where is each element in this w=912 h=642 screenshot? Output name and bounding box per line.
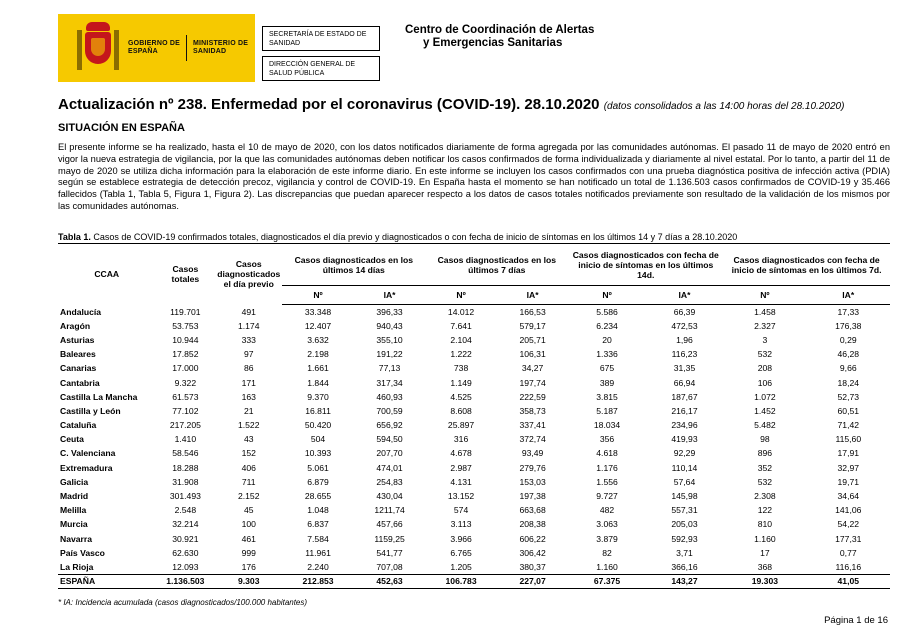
value-cell: 452,63	[354, 574, 426, 588]
value-cell: 3.879	[596, 533, 618, 544]
ccaa-name-cell: ESPAÑA	[58, 574, 155, 588]
value-cell: 106.783	[425, 574, 497, 588]
footnote: * IA: Incidencia acumulada (casos diagnosticados/100.000 habitantes)	[58, 598, 308, 607]
ccaes-line-2: y Emergencias Sanitarias	[423, 37, 563, 49]
value-cell: 17	[760, 547, 770, 558]
value-cell: 1.222	[450, 349, 472, 360]
page-number: Página 1 de 16	[824, 615, 888, 626]
table-row	[58, 432, 890, 446]
value-cell: 97	[243, 349, 254, 360]
table-caption-label: Tabla 1.	[58, 232, 91, 242]
table-row	[58, 319, 890, 333]
value-cell: 60,51	[837, 405, 860, 416]
value-cell: 380,37	[519, 561, 546, 572]
value-cell: 1.661	[307, 363, 329, 374]
value-cell: 208	[757, 363, 773, 374]
header-n: Nº	[425, 286, 497, 305]
value-cell: 474,01	[376, 462, 403, 473]
value-cell: 460,93	[376, 391, 403, 402]
logo-divider	[186, 35, 187, 61]
value-cell: 896	[757, 448, 773, 459]
value-cell: 337,41	[519, 420, 546, 431]
ccaa-name-cell: Navarra	[60, 533, 93, 544]
value-cell: 254,83	[376, 476, 403, 487]
value-cell: 45	[243, 505, 254, 516]
value-cell: 208,38	[519, 519, 546, 530]
value-cell: 457,66	[376, 519, 403, 530]
ccaa-name-cell: Asturias	[60, 334, 95, 345]
gobierno-label: GOBIERNO DE ESPAÑA	[128, 40, 180, 55]
value-cell: 145,98	[671, 491, 698, 502]
value-cell: 5.482	[754, 420, 776, 431]
value-cell: 700,59	[376, 405, 403, 416]
value-cell: 6.837	[307, 519, 329, 530]
value-cell: 28.655	[304, 491, 332, 502]
value-cell: 18,24	[837, 377, 860, 388]
value-cell: 675	[599, 363, 615, 374]
value-cell: 2.198	[307, 349, 329, 360]
value-cell: 43	[243, 434, 254, 445]
value-cell: 557,31	[671, 505, 698, 516]
value-cell: 3	[762, 334, 768, 345]
value-cell: 66,94	[673, 377, 696, 388]
value-cell: 1.458	[754, 306, 776, 317]
value-cell: 115,60	[835, 434, 862, 445]
value-cell: 86	[243, 363, 254, 374]
value-cell: 3.113	[450, 519, 472, 530]
value-cell: 574	[453, 505, 469, 516]
value-cell: 77.102	[172, 405, 199, 416]
ccaa-name-cell: Melilla	[60, 505, 87, 516]
value-cell: 176,38	[835, 320, 862, 331]
value-cell: 171	[241, 377, 256, 388]
ccaa-name-cell: C. Valenciana	[60, 448, 116, 459]
header-n: Nº	[568, 286, 645, 305]
page-title	[58, 96, 844, 113]
table-row	[58, 333, 890, 347]
header-n: Nº	[282, 286, 354, 305]
value-cell: 707,08	[376, 561, 403, 572]
value-cell: 999	[241, 547, 256, 558]
value-cell: 9.303	[215, 574, 282, 588]
value-cell: 2.240	[307, 561, 329, 572]
value-cell: 358,73	[519, 405, 546, 416]
value-cell: 940,43	[376, 320, 403, 331]
value-cell: 656,92	[376, 420, 403, 431]
table-caption	[58, 232, 737, 242]
value-cell: 61.573	[172, 391, 199, 402]
value-cell: 1.160	[596, 561, 618, 572]
ccaa-name-cell: País Vasco	[60, 547, 105, 558]
value-cell: 92,29	[673, 448, 696, 459]
header-group-sintomas-14d: Casos diagnosticados con fecha de inicio de síntomas en los últimos 14d.	[568, 244, 723, 286]
header-ia: IA*	[354, 286, 426, 305]
value-cell: 205,71	[519, 334, 546, 345]
header-ia: IA*	[807, 286, 890, 305]
value-cell: 406	[241, 462, 256, 473]
value-cell: 33.348	[304, 306, 332, 317]
table-body	[58, 305, 890, 589]
value-cell: 166,53	[519, 306, 546, 317]
value-cell: 13.152	[447, 491, 475, 502]
table-row	[58, 503, 890, 517]
header-ia: IA*	[646, 286, 723, 305]
ccaa-name-cell: Baleares	[60, 349, 96, 360]
value-cell: 197,38	[519, 491, 546, 502]
value-cell: 9.370	[307, 391, 329, 402]
value-cell: 217.205	[169, 420, 201, 431]
table-caption-text: Casos de COVID-19 confirmados totales, diagnosticados el día previo y diagnosticados o con fecha de inicio de síntomas en los últimos 14 y 7 días a 28.10.2020	[90, 232, 738, 242]
value-cell: 4.618	[596, 448, 618, 459]
value-cell: 10.393	[304, 448, 332, 459]
header-group-14d: Casos diagnosticados en los últimos 14 días	[282, 244, 425, 286]
value-cell: 711	[241, 476, 256, 487]
value-cell: 1.072	[754, 391, 776, 402]
table-row	[58, 404, 890, 418]
value-cell: 58.546	[172, 448, 199, 459]
value-cell: 19,71	[837, 476, 860, 487]
table-row	[58, 475, 890, 489]
value-cell: 1.174	[237, 320, 260, 331]
value-cell: 12.093	[172, 561, 199, 572]
value-cell: 52,73	[837, 391, 860, 402]
table-row	[58, 446, 890, 460]
value-cell: 352	[757, 462, 773, 473]
value-cell: 41,05	[807, 574, 890, 588]
value-cell: 419,93	[671, 434, 698, 445]
value-cell: 234,96	[671, 420, 698, 431]
value-cell: 19.303	[723, 574, 806, 588]
value-cell: 1.522	[237, 420, 260, 431]
value-cell: 663,68	[519, 505, 546, 516]
value-cell: 1159,25	[374, 533, 405, 544]
header-dia-previo: Casos diagnosticados el día previo	[217, 259, 281, 290]
value-cell: 0,29	[839, 334, 857, 345]
value-cell: 3,71	[676, 547, 693, 558]
value-cell: 163	[241, 391, 256, 402]
value-cell: 18.034	[593, 420, 621, 431]
value-cell: 191,22	[376, 349, 403, 360]
value-cell: 11.961	[305, 547, 331, 558]
header-ia: IA*	[497, 286, 568, 305]
value-cell: 5.061	[307, 462, 329, 473]
value-cell: 77,13	[378, 363, 401, 374]
value-cell: 579,17	[519, 320, 546, 331]
value-cell: 106,31	[519, 349, 546, 360]
value-cell: 50.420	[304, 420, 332, 431]
value-cell: 2.104	[450, 334, 472, 345]
value-cell: 207,70	[376, 448, 403, 459]
ccaa-name-cell: Cantabria	[60, 377, 100, 388]
table-row	[58, 390, 890, 404]
value-cell: 12.407	[304, 320, 332, 331]
ccaa-name-cell: Extremadura	[60, 462, 113, 473]
value-cell: 57,64	[673, 476, 696, 487]
value-cell: 333	[241, 334, 256, 345]
value-cell: 17.852	[172, 349, 199, 360]
direccion-box: DIRECCIÓN GENERAL DE SALUD PÚBLICA	[262, 56, 380, 81]
value-cell: 116,23	[671, 349, 698, 360]
value-cell: 187,67	[671, 391, 698, 402]
value-cell: 71,42	[837, 420, 860, 431]
value-cell: 222,59	[519, 391, 546, 402]
intro-paragraph: El presente informe se ha realizado, hasta el 10 de mayo de 2020, con los datos notificados diariamente de forma agregada por las comunidades autónomas. El pasado 11 de mayo de 2020 entró en vigor la nueva estrategia de vigilancia, por la que las comunidades autónomas deben notificar los casos confirmados de forma individualizada y diariamente al nivel estatal. Por lo tanto, a partir del 11 de mayo de 2020 se utiliza dicha información para la elaboración de este informe diario. En este informe se incluyen los casos confirmados con una prueba diagnóstica positiva de infección activa (PDIA) según se establece estrategia de detección precoz, vigilancia y control de COVID-19. En España hasta el momento se han notificado un total de 1.136.503 casos confirmados de COVID-19 y 35.466 fallecidos (Tabla 1, Tabla 5, Figura 1, Figura 2). Las discrepancias que puedan aparecer respecto a los datos de casos totales notificados previamente son resultado de la validación de los mismos por las comunidades autónomas.	[58, 142, 890, 211]
table-row	[58, 461, 890, 475]
value-cell: 366,16	[671, 561, 698, 572]
header-casos-totales: Casos totales	[171, 264, 200, 285]
cases-table	[58, 243, 890, 589]
value-cell: 67.375	[568, 574, 645, 588]
value-cell: 491	[241, 306, 256, 317]
value-cell: 279,76	[519, 462, 546, 473]
value-cell: 2.327	[754, 320, 776, 331]
value-cell: 4.131	[450, 476, 472, 487]
title-subtitle: (datos consolidados a las 14:00 horas del 28.10.2020)	[603, 101, 845, 112]
value-cell: 1.452	[754, 405, 776, 416]
value-cell: 1.336	[596, 349, 618, 360]
value-cell: 119.701	[170, 306, 201, 317]
ccaa-name-cell: Galicia	[60, 476, 89, 487]
value-cell: 82	[602, 547, 612, 558]
value-cell: 176	[241, 561, 256, 572]
value-cell: 461	[241, 533, 256, 544]
value-cell: 3.815	[596, 391, 618, 402]
value-cell: 227,07	[497, 574, 568, 588]
value-cell: 355,10	[376, 334, 403, 345]
value-cell: 31.908	[172, 476, 199, 487]
coat-of-arms-icon	[76, 22, 120, 74]
section-title: SITUACIÓN EN ESPAÑA	[58, 122, 185, 134]
value-cell: 106	[757, 377, 773, 388]
value-cell: 1.048	[307, 505, 329, 516]
value-cell: 20	[602, 334, 612, 345]
value-cell: 1.149	[450, 377, 472, 388]
table-row	[58, 560, 890, 574]
value-cell: 1.136.503	[155, 574, 215, 588]
value-cell: 17,33	[837, 306, 860, 317]
value-cell: 2.308	[754, 491, 776, 502]
value-cell: 54,22	[837, 519, 860, 530]
value-cell: 6.234	[596, 320, 618, 331]
value-cell: 21	[243, 405, 254, 416]
value-cell: 212.853	[282, 574, 354, 588]
ministerio-label: MINISTERIO DE SANIDAD	[193, 40, 249, 55]
table-row	[58, 347, 890, 361]
value-cell: 34,64	[837, 491, 860, 502]
table-row	[58, 361, 890, 375]
value-cell: 53.753	[172, 320, 199, 331]
value-cell: 430,04	[376, 491, 403, 502]
table-row	[58, 489, 890, 503]
value-cell: 810	[757, 519, 773, 530]
header-ccaa: CCAA	[94, 269, 120, 280]
value-cell: 62.630	[172, 547, 199, 558]
value-cell: 3.966	[450, 533, 472, 544]
value-cell: 14.012	[447, 306, 475, 317]
value-cell: 372,74	[519, 434, 546, 445]
value-cell: 216,17	[671, 405, 698, 416]
value-cell: 6.765	[450, 547, 472, 558]
value-cell: 100	[241, 519, 256, 530]
value-cell: 197,74	[519, 377, 546, 388]
value-cell: 1.844	[307, 377, 329, 388]
ccaa-name-cell: Canarias	[60, 363, 97, 374]
table-row	[58, 418, 890, 432]
table-total-row	[58, 574, 890, 588]
value-cell: 482	[599, 505, 615, 516]
value-cell: 205,03	[671, 519, 698, 530]
value-cell: 66,39	[673, 306, 696, 317]
value-cell: 2.548	[174, 505, 197, 516]
value-cell: 316	[453, 434, 469, 445]
table-row	[58, 305, 890, 319]
value-cell: 31,35	[673, 363, 696, 374]
value-cell: 3.063	[596, 519, 618, 530]
ccaa-name-cell: Aragón	[60, 320, 91, 331]
value-cell: 16.811	[305, 405, 331, 416]
value-cell: 472,53	[671, 320, 698, 331]
table-row	[58, 532, 890, 546]
ccaa-name-cell: Murcia	[60, 519, 88, 530]
table-row	[58, 375, 890, 389]
value-cell: 1.205	[450, 561, 472, 572]
secretaria-box: SECRETARÍA DE ESTADO DE SANIDAD	[262, 26, 380, 51]
value-cell: 1211,74	[374, 505, 405, 516]
value-cell: 2.987	[450, 462, 472, 473]
value-cell: 32,97	[837, 462, 860, 473]
value-cell: 532	[757, 476, 773, 487]
value-cell: 504	[310, 434, 326, 445]
value-cell: 541,77	[376, 547, 403, 558]
ccaa-name-cell: Andalucía	[60, 306, 102, 317]
value-cell: 1.160	[754, 533, 776, 544]
value-cell: 606,22	[519, 533, 546, 544]
ccaes-heading	[405, 24, 594, 50]
value-cell: 116,16	[835, 561, 862, 572]
value-cell: 17,91	[837, 448, 860, 459]
value-cell: 5.187	[596, 405, 618, 416]
value-cell: 177,31	[835, 533, 862, 544]
value-cell: 592,93	[671, 533, 698, 544]
value-cell: 396,33	[376, 306, 403, 317]
value-cell: 4.525	[450, 391, 472, 402]
value-cell: 9.322	[174, 377, 197, 388]
ccaa-name-cell: Castilla y León	[60, 405, 121, 416]
value-cell: 152	[241, 448, 256, 459]
value-cell: 594,50	[376, 434, 403, 445]
table-row	[58, 546, 890, 560]
ccaa-name-cell: Cataluña	[60, 420, 97, 431]
value-cell: 1,96	[676, 334, 693, 345]
value-cell: 9.727	[596, 491, 618, 502]
ccaes-line-1: Centro de Coordinación de Alertas	[405, 24, 595, 36]
value-cell: 4.678	[450, 448, 472, 459]
value-cell: 0,77	[839, 547, 857, 558]
value-cell: 368	[757, 561, 773, 572]
value-cell: 143,27	[646, 574, 723, 588]
value-cell: 6.879	[307, 476, 329, 487]
value-cell: 532	[757, 349, 773, 360]
value-cell: 141,06	[835, 505, 862, 516]
ccaa-name-cell: Ceuta	[60, 434, 84, 445]
ccaa-name-cell: Madrid	[60, 491, 89, 502]
value-cell: 389	[599, 377, 615, 388]
title-main: Actualización nº 238. Enfermedad por el coronavirus (COVID-19). 28.10.2020	[58, 96, 600, 113]
value-cell: 32.214	[172, 519, 199, 530]
gobierno-logo	[58, 14, 255, 82]
value-cell: 356	[599, 434, 615, 445]
value-cell: 93,49	[521, 448, 544, 459]
value-cell: 1.410	[174, 434, 197, 445]
value-cell: 7.641	[450, 320, 472, 331]
value-cell: 153,03	[519, 476, 546, 487]
value-cell: 7.584	[307, 533, 329, 544]
value-cell: 98	[760, 434, 770, 445]
value-cell: 306,42	[519, 547, 546, 558]
value-cell: 122	[757, 505, 773, 516]
value-cell: 5.586	[596, 306, 618, 317]
value-cell: 18.288	[172, 462, 199, 473]
value-cell: 17.000	[172, 363, 199, 374]
value-cell: 301.493	[169, 491, 201, 502]
header-group-sintomas-7d: Casos diagnosticados con fecha de inicio de síntomas en los últimos 7d.	[723, 244, 890, 286]
value-cell: 46,28	[837, 349, 860, 360]
value-cell: 110,14	[671, 462, 698, 473]
value-cell: 317,34	[376, 377, 403, 388]
value-cell: 34,27	[521, 363, 544, 374]
value-cell: 10.944	[172, 334, 199, 345]
value-cell: 9,66	[839, 363, 857, 374]
header-group-7d: Casos diagnosticados en los últimos 7 días	[425, 244, 568, 286]
value-cell: 30.921	[172, 533, 199, 544]
value-cell: 1.556	[596, 476, 618, 487]
value-cell: 2.152	[237, 491, 260, 502]
value-cell: 738	[453, 363, 469, 374]
header-n: Nº	[723, 286, 806, 305]
value-cell: 8.608	[450, 405, 472, 416]
ccaa-name-cell: Castilla La Mancha	[60, 391, 138, 402]
value-cell: 1.176	[596, 462, 618, 473]
ccaa-name-cell: La Rioja	[60, 561, 94, 572]
table-row	[58, 517, 890, 531]
value-cell: 3.632	[307, 334, 329, 345]
value-cell: 25.897	[447, 420, 475, 431]
